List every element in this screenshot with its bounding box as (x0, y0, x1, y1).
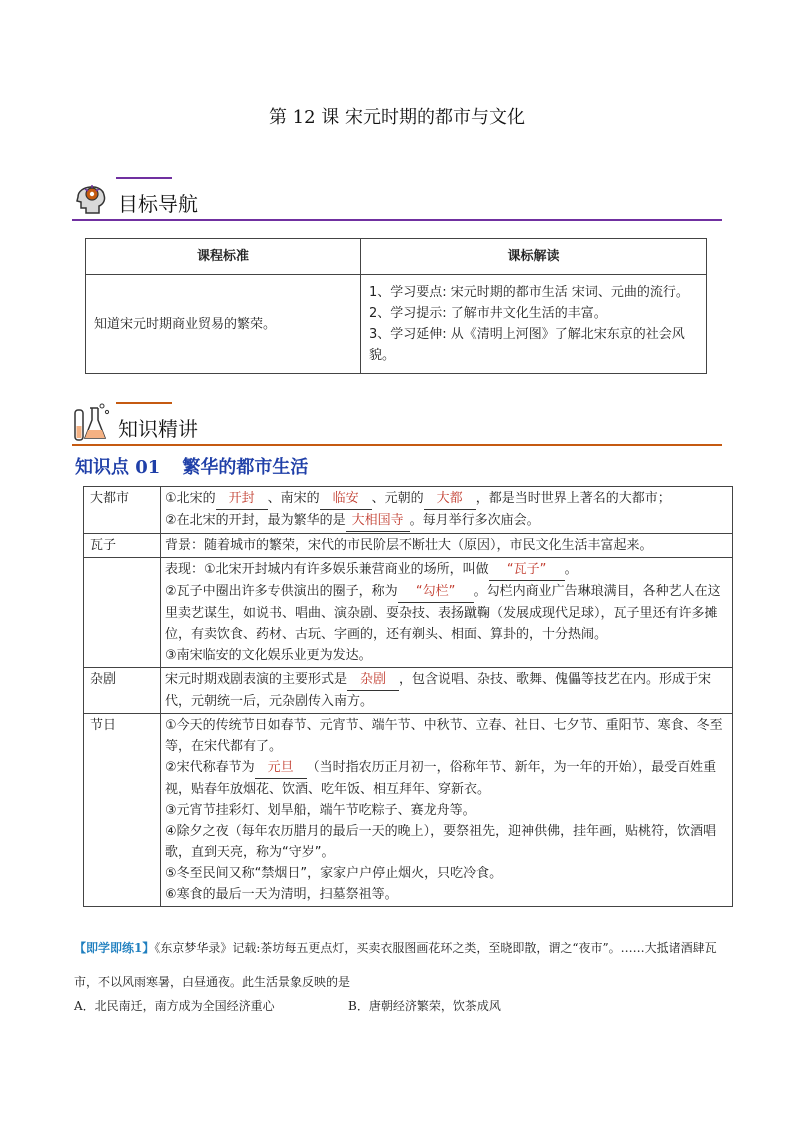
section-title: 知识精讲 (118, 417, 198, 441)
answer-blank: 元旦 (255, 757, 307, 779)
answer-blank: 大相国寺 (346, 510, 410, 532)
content-cell: 背景：随着城市的繁荣，宋代的市民阶层不断壮大（原因），市民文化生活丰富起来。 (161, 534, 733, 558)
course-standard-cell: 知道宋元时期商业贸易的繁荣。 (86, 275, 361, 374)
knowledge-table (83, 486, 733, 907)
answer-blank: 大都 (424, 488, 476, 510)
content-cell: 宋元时期戏剧表演的主要形式是 杂剧 ，包含说唱、杂技、歌舞、傀儡等技艺在内。形成于宋代，元朝统一后，元杂剧传入南方。 (161, 668, 733, 714)
interpretation-item: 1、学习要点: 宋元时期的都市生活 宋词、元曲的流行。 (369, 285, 689, 300)
exercise-text: 《东京梦华录》记载:茶坊每五更点灯，买卖衣服图画花环之类，至晓即散，谓之“夜市”。……大抵诸酒肆瓦市，不以风雨寒暑，白昼通夜。此生活景象反映的是 (74, 941, 717, 989)
section-divider (72, 219, 722, 221)
table-row (84, 714, 733, 907)
category-cell: 杂剧 (84, 668, 161, 714)
option-b[interactable]: B．唐朝经济繁荣，饮茶成风 (348, 999, 501, 1013)
interpretation-item: 2、学习提示: 了解市井文化生活的丰富。 (369, 306, 607, 321)
category-cell: 节日 (84, 714, 161, 907)
knowledge-point-title (75, 453, 308, 479)
answer-blank: 临安 (320, 488, 372, 510)
section-title: 目标导航 (118, 192, 198, 216)
lab-flask-icon (72, 402, 110, 442)
table-row (84, 668, 733, 714)
table-header: 课程标准 (86, 239, 361, 275)
answer-blank: “勾栏” (398, 581, 474, 603)
page-title: 第 12 课 宋元时期的都市与文化 (268, 107, 526, 128)
category-cell: 大都市 (84, 487, 161, 534)
interpretation-item: 3、学习延伸: 从《清明上河图》了解北宋东京的社会风貌。 (369, 327, 685, 363)
interpretation-cell (361, 275, 707, 374)
knowledge-point-number: 知识点 01 (75, 457, 161, 478)
section-accent-line (116, 177, 172, 179)
brain-gear-icon (72, 177, 110, 217)
section-header-goals (72, 177, 722, 221)
content-cell: 表现：①北宋开封城内有许多娱乐兼营商业的场所，叫做 “瓦子” 。 ②瓦子中圈出许多专供演出的圈子，称为 “勾栏” 。勾栏内商业广告琳琅满目，各种艺人在这里卖艺谋生，如说书、唱曲、演杂剧、耍杂技、表扬蹴鞠（发展成现代足球），瓦子里还有许多摊位，有卖饮食、药材、古玩、字画的，还有剃头、相面、算卦的，十分热闹。 ③南宋临安的文化娱乐业更为发达。 (161, 558, 733, 668)
knowledge-point-name: 繁华的都市生活 (182, 457, 309, 478)
table-header: 课标解读 (361, 239, 707, 275)
standards-table (85, 238, 707, 374)
section-accent-line (116, 402, 172, 404)
table-row (84, 487, 733, 534)
exercise-question (74, 931, 734, 999)
category-cell (84, 558, 161, 668)
answer-blank: 杂剧 (347, 669, 399, 691)
section-header-knowledge (72, 402, 722, 446)
category-cell: 瓦子 (84, 534, 161, 558)
answer-blank: 开封 (216, 488, 268, 510)
table-row (84, 558, 733, 668)
option-a[interactable]: A．北民南迁，南方成为全国经济重心 (74, 999, 275, 1013)
answer-blank: “瓦子” (489, 559, 565, 581)
section-divider (72, 444, 722, 446)
table-row (84, 534, 733, 558)
content-cell: ①北宋的 开封 、南宋的 临安 、元朝的 大都 ，都是当时世界上著名的大都市； ②在北宋的开封，最为繁华的是 大相国寺 。每月举行多次庙会。 (161, 487, 733, 534)
content-cell: ①今天的传统节日如春节、元宵节、端午节、中秋节、立春、社日、七夕节、重阳节、寒食、冬至等，在宋代都有了。 ②宋代称春节为 元旦 （当时指农历正月初一，俗称年节、新年，为一年的开始），最受百姓重视，贴春年放烟花、饮酒、吃年饭、相互拜年、穿新衣。 ③元宵节挂彩灯、划旱船，端午节吃粽子、赛龙舟等。 ④除夕之夜（每年农历腊月的最后一天的晚上），要祭祖先，迎神供佛，挂年画，贴桃符，饮酒唱歌，直到天亮，称为“守岁”。 ⑤冬至民间又称“禁烟日”，家家户户停止烟火，只吃冷食。 ⑥寒食的最后一天为清明，扫墓祭祖等。 (161, 714, 733, 907)
exercise-tag: 【即学即练1】 (74, 941, 155, 955)
